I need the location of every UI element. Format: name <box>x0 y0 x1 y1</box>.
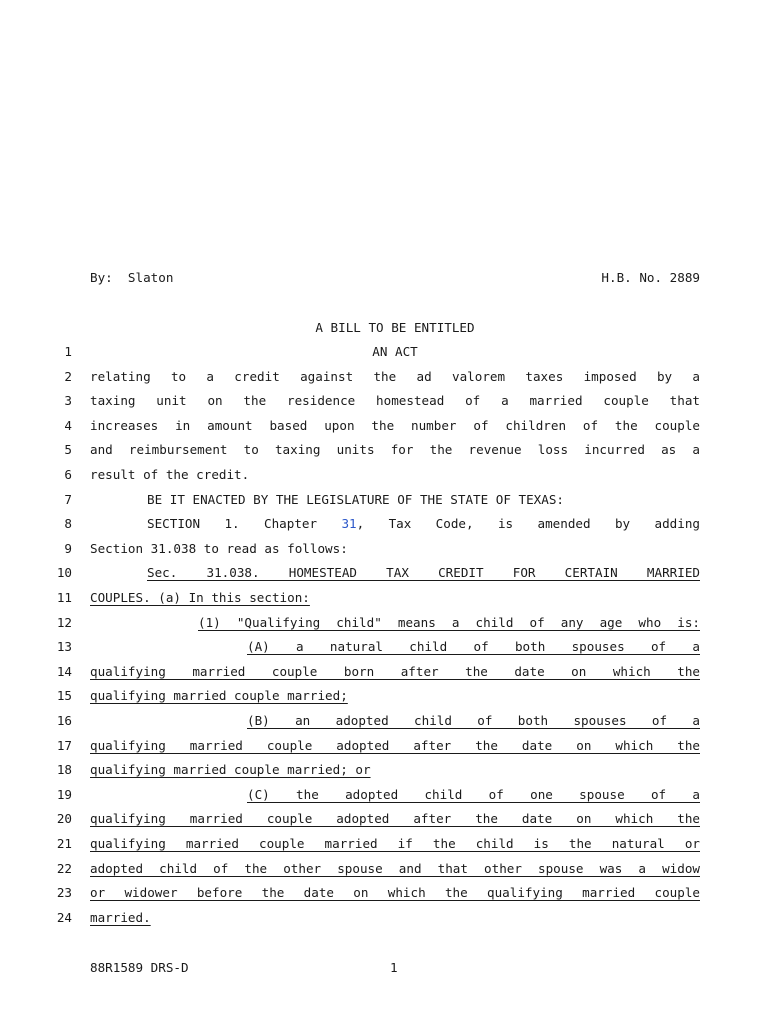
line-text: taxing unit on the residence homestead of a married couple that <box>90 393 700 408</box>
line-text: result of the credit. <box>90 467 250 482</box>
line-text: COUPLES. (a) In this section: <box>90 590 310 605</box>
line-number: 8 <box>64 516 72 531</box>
line-text: married. <box>90 910 151 925</box>
chapter-link[interactable]: 31 <box>341 516 357 531</box>
bill-title: A BILL TO BE ENTITLED <box>315 320 475 335</box>
bill-line <box>247 639 700 654</box>
bill-line <box>90 738 700 753</box>
bill-line <box>90 369 700 384</box>
bill-line <box>90 541 700 556</box>
bill-line <box>90 664 700 679</box>
line-number: 7 <box>64 492 72 507</box>
line-number: 19 <box>56 787 72 802</box>
bill-line <box>90 590 700 605</box>
bill-line <box>90 885 700 900</box>
bill-line <box>147 516 700 531</box>
line-text: qualifying married couple adopted after the date on which the <box>90 811 700 826</box>
bill-line <box>147 565 700 580</box>
bill-line <box>90 811 700 826</box>
line-number: 15 <box>56 688 72 703</box>
bill-line <box>90 467 700 482</box>
bill-line <box>90 344 700 359</box>
bill-line <box>90 836 700 851</box>
line-number: 11 <box>56 590 72 605</box>
line-number: 9 <box>64 541 72 556</box>
line-number: 17 <box>56 738 72 753</box>
bill-line <box>90 418 700 433</box>
page-number: 1 <box>390 960 398 975</box>
line-number: 5 <box>64 442 72 457</box>
line-text: (C) the adopted child of one spouse of a <box>247 787 700 802</box>
line-number: 4 <box>64 418 72 433</box>
line-number: 18 <box>56 762 72 777</box>
line-text: qualifying married couple born after the date on which the <box>90 664 700 679</box>
bill-draft-code: 88R1589 DRS-D <box>90 960 189 975</box>
line-text-segment: SECTION 1. Chapter <box>147 516 342 531</box>
line-text: Sec. 31.038. HOMESTEAD TAX CREDIT FOR CERTAIN MARRIED <box>147 565 700 580</box>
bill-line <box>247 713 700 728</box>
bill-line <box>90 442 700 457</box>
line-text: qualifying married couple adopted after the date on which the <box>90 738 700 753</box>
bill-line <box>198 615 700 630</box>
line-number: 12 <box>56 615 72 630</box>
line-text: BE IT ENACTED BY THE LEGISLATURE OF THE STATE OF TEXAS: <box>147 492 565 507</box>
line-text: (A) a natural child of both spouses of a <box>247 639 700 654</box>
bill-line <box>90 762 700 777</box>
line-number: 16 <box>56 713 72 728</box>
line-text: and reimbursement to taxing units for the revenue loss incurred as a <box>90 442 700 457</box>
line-text: qualifying married couple married if the child is the natural or <box>90 836 700 851</box>
line-number: 13 <box>56 639 72 654</box>
bill-line <box>147 492 700 507</box>
line-text: qualifying married couple married; or <box>90 762 371 777</box>
line-text: (1) "Qualifying child" means a child of any age who is: <box>198 615 700 630</box>
bill-line <box>247 787 700 802</box>
bill-number: H.B. No. 2889 <box>601 270 700 285</box>
line-number: 1 <box>64 344 72 359</box>
line-number: 21 <box>56 836 72 851</box>
line-text-segment: , Tax Code, is amended by adding <box>356 516 700 531</box>
line-text: (B) an adopted child of both spouses of a <box>247 713 700 728</box>
line-number: 23 <box>56 885 72 900</box>
bill-line <box>90 910 700 925</box>
line-number: 24 <box>56 910 72 925</box>
line-number: 6 <box>64 467 72 482</box>
line-number: 20 <box>56 811 72 826</box>
line-text: increases in amount based upon the number of children of the couple <box>90 418 700 433</box>
line-number: 10 <box>56 565 72 580</box>
line-number: 14 <box>56 664 72 679</box>
bill-line <box>90 861 700 876</box>
line-text: qualifying married couple married; <box>90 688 348 703</box>
line-text: adopted child of the other spouse and that other spouse was a widow <box>90 861 700 876</box>
line-text: Section 31.038 to read as follows: <box>90 541 348 556</box>
bill-header <box>90 270 700 290</box>
line-number: 3 <box>64 393 72 408</box>
bill-line <box>90 688 700 703</box>
line-text: relating to a credit against the ad valorem taxes imposed by a <box>90 369 700 384</box>
line-text: AN ACT <box>372 344 418 359</box>
line-number: 22 <box>56 861 72 876</box>
line-number: 2 <box>64 369 72 384</box>
line-text: or widower before the date on which the qualifying married couple <box>90 885 700 900</box>
bill-line <box>90 393 700 408</box>
author-line: By: Slaton <box>90 270 174 285</box>
